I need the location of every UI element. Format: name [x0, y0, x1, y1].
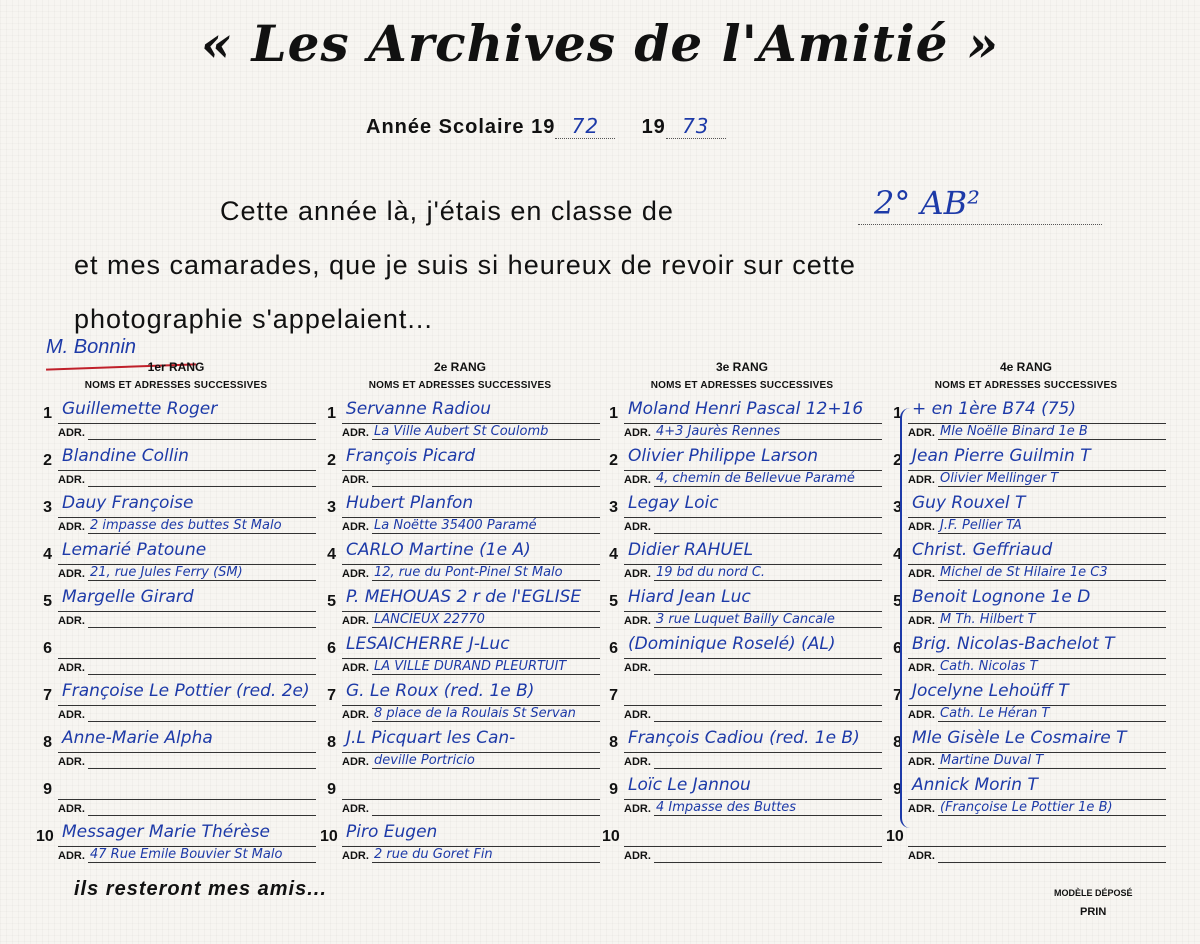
student-name: Servanne Radiou: [346, 399, 492, 419]
address-line: [654, 768, 882, 769]
student-name: Hiard Jean Luc: [628, 587, 751, 607]
row-number: 7: [43, 687, 52, 704]
table-row: [886, 681, 1166, 728]
row-number: 4: [609, 546, 618, 563]
student-name: Moland Henri Pascal 12+16: [628, 399, 864, 419]
address-line: [654, 721, 882, 722]
adr-label: ADR.: [342, 474, 369, 486]
table-row: [320, 446, 600, 493]
address-line: [654, 533, 882, 534]
row-number: 8: [327, 734, 336, 751]
rang-column-4: [886, 360, 1166, 869]
student-name: Jean Pierre Guilmin T: [912, 446, 1091, 466]
row-number: 6: [893, 640, 902, 657]
row-number: 5: [43, 593, 52, 610]
rang-title: 3e RANG: [715, 360, 768, 374]
address-line: [938, 815, 1166, 816]
row-number: 1: [609, 405, 618, 422]
adr-label: ADR.: [342, 427, 369, 439]
row-number: 10: [36, 828, 54, 845]
name-line: [58, 705, 316, 706]
table-row: [886, 446, 1166, 493]
rang-subtitle: NOMS ET ADRESSES SUCCESSIVES: [84, 380, 268, 391]
student-address: Martine Duval T: [940, 753, 1044, 768]
adr-label: ADR.: [624, 474, 651, 486]
address-line: [88, 486, 316, 487]
address-line: [938, 439, 1166, 440]
adr-label: ADR.: [908, 850, 935, 862]
row-number: 2: [609, 452, 618, 469]
address-line: [654, 580, 882, 581]
name-line: [58, 658, 316, 659]
table-row: [602, 822, 882, 869]
address-line: [88, 533, 316, 534]
table-row: [320, 775, 600, 822]
student-name: G. Le Roux (red. 1e B): [346, 681, 535, 701]
student-name: Guillemette Roger: [62, 399, 218, 419]
name-line: [624, 752, 882, 753]
student-address: La Ville Aubert St Coulomb: [374, 424, 549, 439]
table-row: [886, 822, 1166, 869]
table-row: [36, 634, 316, 681]
adr-label: ADR.: [624, 850, 651, 862]
student-name: LESAICHERRE J-Luc: [346, 634, 510, 654]
row-number: 1: [327, 405, 336, 422]
student-name: Guy Rouxel T: [912, 493, 1026, 513]
address-line: [938, 721, 1166, 722]
address-line: [88, 439, 316, 440]
row-number: 10: [886, 828, 904, 845]
row-number: 2: [327, 452, 336, 469]
adr-label: ADR.: [624, 662, 651, 674]
row-number: 7: [327, 687, 336, 704]
row-number: 9: [609, 781, 618, 798]
student-address: 2 impasse des buttes St Malo: [90, 518, 282, 533]
table-row: [886, 775, 1166, 822]
year-value-1: 72: [555, 114, 615, 139]
student-address: Michel de St Hilaire 1e C3: [940, 565, 1108, 580]
student-address: 4 Impasse des Buttes: [656, 800, 797, 815]
student-address: 3 rue Luquet Bailly Cancale: [656, 612, 835, 627]
row-number: 2: [43, 452, 52, 469]
row-number: 5: [609, 593, 618, 610]
student-name: CARLO Martine (1e A): [346, 540, 531, 560]
row-number: 4: [43, 546, 52, 563]
name-line: [58, 611, 316, 612]
rang-rows: [36, 399, 316, 869]
row-number: 2: [893, 452, 902, 469]
student-name: Mle Gisèle Le Cosmaire T: [912, 728, 1127, 748]
address-line: [372, 580, 600, 581]
address-line: [654, 862, 882, 863]
student-name: J.L Picquart les Can-: [346, 728, 516, 748]
table-row: [886, 399, 1166, 446]
adr-label: ADR.: [342, 850, 369, 862]
address-line: [88, 674, 316, 675]
name-line: [58, 752, 316, 753]
adr-label: ADR.: [58, 521, 85, 533]
table-row: [886, 634, 1166, 681]
row-number: 5: [893, 593, 902, 610]
adr-label: ADR.: [908, 756, 935, 768]
address-line: [88, 721, 316, 722]
adr-label: ADR.: [908, 474, 935, 486]
student-name: P. MEHOUAS 2 r de l'EGLISE: [346, 587, 582, 607]
row-number: 8: [609, 734, 618, 751]
address-line: [938, 486, 1166, 487]
student-address: LA VILLE DURAND PLEURTUIT: [374, 659, 567, 674]
table-row: [36, 493, 316, 540]
address-line: [372, 674, 600, 675]
student-address: 4, chemin de Bellevue Paramé: [656, 471, 855, 486]
student-address: J.F. Pellier TA: [940, 518, 1022, 533]
rang-subtitle: NOMS ET ADRESSES SUCCESSIVES: [368, 380, 552, 391]
rang-rows: [320, 399, 600, 869]
adr-label: ADR.: [908, 568, 935, 580]
student-address: Cath. Le Héran T: [940, 706, 1050, 721]
address-line: [372, 768, 600, 769]
adr-label: ADR.: [624, 709, 651, 721]
name-line: [624, 658, 882, 659]
school-year: [366, 114, 726, 139]
student-address: 2 rue du Goret Fin: [374, 847, 493, 862]
table-row: [602, 775, 882, 822]
student-name: Françoise Le Pottier (red. 2e): [62, 681, 310, 701]
table-row: [320, 822, 600, 869]
adr-label: ADR.: [58, 803, 85, 815]
address-line: [654, 627, 882, 628]
student-name: Dauy Françoise: [62, 493, 194, 513]
table-row: [602, 540, 882, 587]
row-number: 10: [320, 828, 338, 845]
student-name: Messager Marie Thérèse: [62, 822, 270, 842]
fourth-rang-bracket: [900, 408, 922, 828]
sentence-classe: Cette année là, j'étais en classe de: [220, 196, 674, 226]
student-address: Mle Noëlle Binard 1e B: [940, 424, 1088, 439]
adr-label: ADR.: [624, 427, 651, 439]
student-name: François Cadiou (red. 1e B): [628, 728, 860, 748]
row-number: 9: [327, 781, 336, 798]
student-address: 8 place de la Roulais St Servan: [374, 706, 576, 721]
address-line: [88, 627, 316, 628]
table-row: [320, 587, 600, 634]
row-number: 10: [602, 828, 620, 845]
name-line: [342, 799, 600, 800]
student-name: Lemarié Patoune: [62, 540, 207, 560]
adr-label: ADR.: [342, 662, 369, 674]
student-name: + en 1ère B74 (75): [912, 399, 1077, 419]
year-prefix-1: 19: [531, 116, 556, 138]
address-line: [88, 815, 316, 816]
row-number: 4: [893, 546, 902, 563]
table-row: [36, 399, 316, 446]
address-line: [88, 580, 316, 581]
adr-label: ADR.: [58, 474, 85, 486]
row-number: 8: [893, 734, 902, 751]
table-row: [36, 822, 316, 869]
student-address: (Françoise Le Pottier 1e B): [940, 800, 1113, 815]
adr-label: ADR.: [58, 709, 85, 721]
student-address: 47 Rue Emile Bouvier St Malo: [90, 847, 283, 862]
year-value-2: 73: [666, 114, 726, 139]
student-name: Legay Loic: [628, 493, 719, 513]
table-row: [320, 399, 600, 446]
adr-label: ADR.: [58, 756, 85, 768]
address-line: [938, 580, 1166, 581]
card-title: « Les Archives de l'Amitié »: [200, 14, 1000, 73]
address-line: [938, 768, 1166, 769]
table-row: [602, 587, 882, 634]
row-number: 8: [43, 734, 52, 751]
student-name: Piro Eugen: [346, 822, 438, 842]
adr-label: ADR.: [624, 521, 651, 533]
table-row: [320, 540, 600, 587]
table-row: [320, 493, 600, 540]
name-line: [58, 799, 316, 800]
adr-label: ADR.: [342, 521, 369, 533]
name-line: [624, 846, 882, 847]
adr-label: ADR.: [624, 568, 651, 580]
professor-name: M. Bonnin: [46, 336, 137, 358]
adr-label: ADR.: [58, 662, 85, 674]
student-address: 4+3 Jaurès Rennes: [656, 424, 781, 439]
student-name: Loïc Le Jannou: [628, 775, 751, 795]
table-row: [886, 540, 1166, 587]
student-address: LANCIEUX 22770: [374, 612, 485, 627]
name-line: [58, 423, 316, 424]
adr-label: ADR.: [624, 756, 651, 768]
table-row: [602, 634, 882, 681]
table-row: [36, 587, 316, 634]
student-name: Margelle Girard: [62, 587, 194, 607]
row-number: 9: [893, 781, 902, 798]
footer-text: ils resteront mes amis...: [74, 878, 327, 900]
student-name: Benoit Lognone 1e D: [912, 587, 1091, 607]
student-address: deville Portricio: [374, 753, 475, 768]
table-row: [36, 446, 316, 493]
rang-subtitle: NOMS ET ADRESSES SUCCESSIVES: [934, 380, 1118, 391]
rang-column-1: [36, 360, 316, 869]
address-line: [372, 486, 600, 487]
row-number: 6: [327, 640, 336, 657]
address-line: [654, 815, 882, 816]
modele-depose: MODÈLE DÉPOSÉ: [1054, 888, 1133, 898]
rang-rows: [886, 399, 1166, 869]
student-name: Christ. Geffriaud: [912, 540, 1053, 560]
table-row: [602, 446, 882, 493]
adr-label: ADR.: [908, 662, 935, 674]
table-row: [36, 540, 316, 587]
address-line: [372, 439, 600, 440]
address-line: [372, 815, 600, 816]
rang-column-3: [602, 360, 882, 869]
table-row: [602, 493, 882, 540]
address-line: [654, 439, 882, 440]
table-row: [886, 728, 1166, 775]
adr-label: ADR.: [908, 615, 935, 627]
address-line: [88, 768, 316, 769]
student-name: Brig. Nicolas-Bachelot T: [912, 634, 1115, 654]
student-address: 12, rue du Pont-Pinel St Malo: [374, 565, 563, 580]
rang-column-2: [320, 360, 600, 869]
table-row: [320, 634, 600, 681]
sentence-camarades: et mes camarades, que je suis si heureux de revoir sur cette: [74, 250, 856, 280]
address-line: [938, 674, 1166, 675]
adr-label: ADR.: [58, 615, 85, 627]
address-line: [372, 533, 600, 534]
address-line: [372, 862, 600, 863]
table-row: [36, 728, 316, 775]
publisher-mark: PRIN: [1080, 906, 1107, 918]
adr-label: ADR.: [342, 803, 369, 815]
address-line: [938, 862, 1166, 863]
adr-label: ADR.: [342, 615, 369, 627]
table-row: [320, 681, 600, 728]
student-name: Annick Morin T: [912, 775, 1038, 795]
student-name: (Dominique Roselé) (AL): [628, 634, 836, 654]
adr-label: ADR.: [58, 427, 85, 439]
student-name: Jocelyne Lehoüff T: [912, 681, 1069, 701]
table-row: [320, 728, 600, 775]
student-address: La Noëtte 35400 Paramé: [374, 518, 537, 533]
adr-label: ADR.: [624, 803, 651, 815]
name-line: [624, 705, 882, 706]
table-row: [886, 587, 1166, 634]
rang-rows: [602, 399, 882, 869]
sentence-photographie: photographie s'appelaient...: [74, 304, 433, 334]
table-row: [36, 775, 316, 822]
student-name: Blandine Collin: [62, 446, 189, 466]
table-row: [886, 493, 1166, 540]
adr-label: ADR.: [342, 568, 369, 580]
row-number: 6: [43, 640, 52, 657]
address-line: [372, 721, 600, 722]
adr-label: ADR.: [624, 615, 651, 627]
rang-title: 4e RANG: [999, 360, 1052, 374]
adr-label: ADR.: [908, 709, 935, 721]
address-line: [938, 533, 1166, 534]
table-row: [36, 681, 316, 728]
rang-title: 1er RANG: [147, 360, 205, 374]
table-row: [602, 681, 882, 728]
row-number: 1: [893, 405, 902, 422]
row-number: 3: [43, 499, 52, 516]
table-row: [602, 399, 882, 446]
address-line: [654, 486, 882, 487]
address-line: [654, 674, 882, 675]
rang-title: 2e RANG: [433, 360, 486, 374]
classe-value: 2° AB²: [874, 184, 980, 222]
row-number: 4: [327, 546, 336, 563]
row-number: 5: [327, 593, 336, 610]
adr-label: ADR.: [58, 850, 85, 862]
adr-label: ADR.: [908, 521, 935, 533]
row-number: 3: [609, 499, 618, 516]
adr-label: ADR.: [342, 756, 369, 768]
student-address: Olivier Mellinger T: [940, 471, 1059, 486]
name-line: [624, 517, 882, 518]
address-line: [372, 627, 600, 628]
address-line: [938, 627, 1166, 628]
row-number: 7: [893, 687, 902, 704]
adr-label: ADR.: [908, 427, 935, 439]
adr-label: ADR.: [342, 709, 369, 721]
student-name: Olivier Philippe Larson: [628, 446, 819, 466]
adr-label: ADR.: [908, 803, 935, 815]
year-prefix-2: 19: [641, 116, 666, 138]
name-line: [58, 470, 316, 471]
row-number: 7: [609, 687, 618, 704]
rang-subtitle: NOMS ET ADRESSES SUCCESSIVES: [650, 380, 834, 391]
student-name: Hubert Planfon: [346, 493, 474, 513]
row-number: 6: [609, 640, 618, 657]
student-name: François Picard: [346, 446, 476, 466]
row-number: 3: [893, 499, 902, 516]
student-address: 19 bd du nord C.: [656, 565, 766, 580]
student-address: Cath. Nicolas T: [940, 659, 1038, 674]
adr-label: ADR.: [58, 568, 85, 580]
school-year-label: Année Scolaire: [366, 116, 525, 138]
student-address: M Th. Hilbert T: [940, 612, 1036, 627]
row-number: 3: [327, 499, 336, 516]
student-name: Didier RAHUEL: [628, 540, 754, 560]
row-number: 1: [43, 405, 52, 422]
address-line: [88, 862, 316, 863]
student-address: 21, rue Jules Ferry (SM): [90, 565, 243, 580]
name-line: [908, 846, 1166, 847]
row-number: 9: [43, 781, 52, 798]
student-name: Anne-Marie Alpha: [62, 728, 213, 748]
name-line: [342, 470, 600, 471]
table-row: [602, 728, 882, 775]
